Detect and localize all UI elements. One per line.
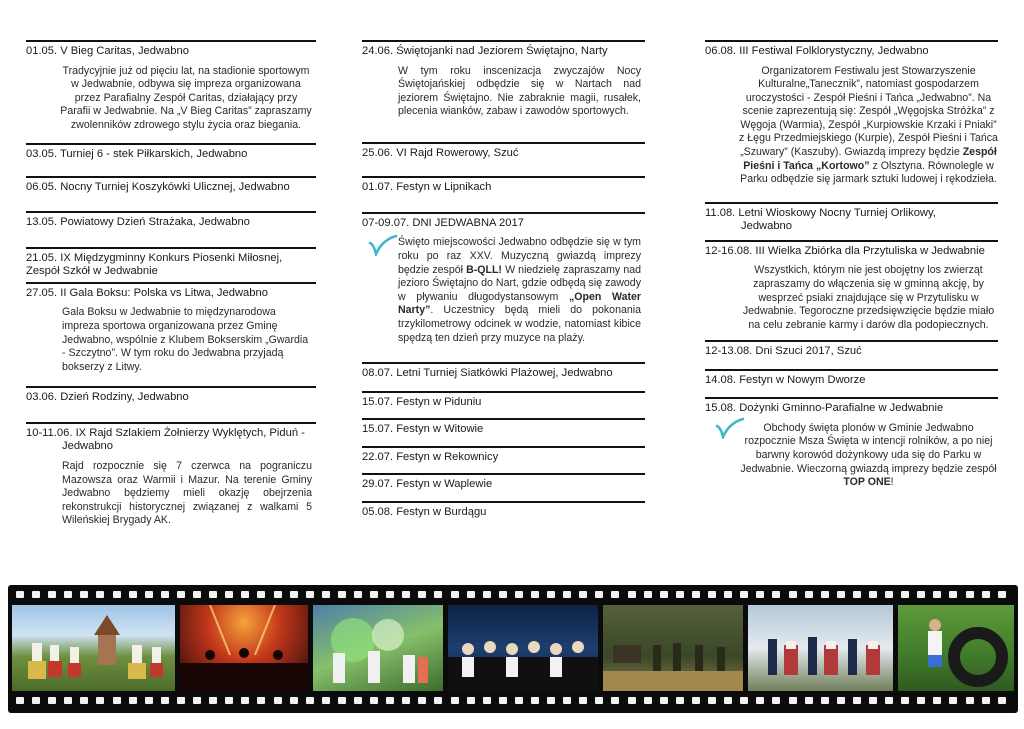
sprocket-hole [821,591,829,598]
sprocket-hole [193,591,201,598]
event-date: 24.06. [362,45,394,57]
sprocket-hole [789,591,797,598]
sprocket-hole [837,697,845,704]
sprocket-hole [998,591,1006,598]
description-text: W niedzielę zapraszamy nad jezioro Świętajno do Nart, gdzie odbędą się zawody w pływaniu długodystansowym [398,263,641,303]
event-date: 12-13.08. [705,345,753,358]
photo-folk-dance-couples [748,605,893,691]
event-title: V Bieg Caritas, Jedwabno [60,45,189,57]
event-heading [705,340,998,361]
sprocket-hole [772,697,780,704]
event-name-highlight: „Open Water Narty” [398,290,642,317]
sprocket-hole [917,697,925,704]
event-date: 03.05. [26,148,58,161]
event-description: Rajd rozpocznie się 7 czerwca na pograniczu Mazowsza oraz Warmii i Mazur. Na terenie Gminy Jedwabno będziemy mieli okazję obejrzenia rekonstrukcji historycznej związanej z walkami 5 Wileńskiej Brygady AK. [62,459,312,527]
event-dzien-strazaka [26,211,316,232]
event-date: 01.05. [26,45,58,57]
event-title: Festyn w Piduniu [396,395,482,408]
event-title: IX Rajd Szlakiem Żołnierzy Wyklętych, Piduń - [75,426,305,439]
sprocket-hole [32,697,40,704]
photo-color-festival [313,605,443,691]
sprocket-hole [434,591,442,598]
event-heading [362,473,645,494]
sprocket-hole [692,591,700,598]
events-column-august [705,40,998,490]
event-heading [705,240,998,261]
sprocket-hole [483,591,491,598]
sprocket-hole [290,591,298,598]
sprocket-hole [515,697,523,704]
event-date: 03.06. [26,391,58,404]
sprocket-hole [966,591,974,598]
sprocket-hole [998,697,1006,704]
event-siatkowka-plazowa [362,362,645,383]
event-zbiorka-przytulisko [705,240,998,332]
event-date: 27.05. [26,286,58,299]
sprocket-hole [628,697,636,704]
description-text: z Olsztyna. Równolegle w Parku odbędzie się jarmark sztuki ludowej i rękodzieła. [740,159,997,186]
sprocket-hole [660,591,668,598]
event-heading [362,176,645,197]
sprocket-hole [32,591,40,598]
event-turniej-koszykowki [26,176,316,197]
event-dni-jedwabna [362,212,645,345]
event-title-continued: Zespół Szkół w Jedwabnie [26,265,158,278]
sprocket-hole [563,591,571,598]
sprocket-hole [451,591,459,598]
sprocket-hole [595,591,603,598]
sprocket-hole [933,591,941,598]
sprocket-hole [982,591,990,598]
event-title-continued: Jedwabno [741,220,793,233]
event-title: DNI JEDWABNA 2017 [412,216,524,229]
event-title: II Gala Boksu: Polska vs Litwa, Jedwabno [60,286,268,299]
event-date: 15.07. [362,423,394,436]
events-column-may-june [26,40,316,528]
event-description [739,65,998,187]
event-festyn-burdag [362,501,645,522]
sprocket-hole [708,697,716,704]
concert-stage-image [180,605,308,691]
sprocket-hole [354,591,362,598]
sprocket-hole [563,697,571,704]
sprocket-hole [145,697,153,704]
sprocket-hole [467,697,475,704]
event-description [398,236,641,345]
event-date: 08.07. [362,367,394,380]
event-date: 05.08. [362,505,394,518]
sprocket-hole [692,697,700,704]
sprocket-hole [499,591,507,598]
sprocket-hole [628,591,636,598]
sprocket-hole [515,591,523,598]
event-title: III Festiwal Folklorystyczny, Jedwabno [739,45,929,57]
sprocket-hole [917,591,925,598]
event-heading [26,282,316,303]
sprocket-hole [708,591,716,598]
band-name: TOP ONE [843,476,891,489]
event-heading [362,391,645,412]
event-heading [705,40,998,61]
sprocket-hole [966,697,974,704]
event-konkurs-piosenki [26,247,316,281]
event-title: VI Rajd Rowerowy, Szuć [396,146,519,159]
sprocket-hole [177,697,185,704]
sprocket-hole [322,591,330,598]
sprocket-hole [257,591,265,598]
event-festyn-witowo [362,418,645,439]
event-date: 06.05. [26,180,58,193]
event-date: 11.08. [705,206,736,219]
event-heading [26,386,316,407]
event-date: 06.08. [705,45,737,57]
sprocket-hole [402,591,410,598]
event-heading [362,40,645,61]
sprocket-hole [547,591,555,598]
sprocket-hole [756,697,764,704]
sprocket-hole [80,591,88,598]
sprocket-hole [161,591,169,598]
sprocket-hole [64,697,72,704]
event-festiwal-folklorystyczny [705,40,998,187]
sprocket-hole [740,591,748,598]
film-sprockets-bottom [16,697,1006,707]
sprocket-hole [306,591,314,598]
sprocket-hole [805,697,813,704]
event-heading [362,212,645,233]
sprocket-hole [821,697,829,704]
event-date: 15.07. [362,395,394,408]
event-date: 21.05. [26,251,58,264]
sprocket-hole [338,591,346,598]
event-date: 01.07. [362,181,394,194]
sprocket-hole [611,591,619,598]
event-title: Letni Wioskowy Nocny Turniej Orlikowy, [738,206,936,219]
tire-race-image [898,605,1014,691]
photo-folk-dancers [12,605,175,691]
sprocket-hole [611,697,619,704]
event-heading [362,501,645,522]
sprocket-hole [386,697,394,704]
event-dozynki [705,397,998,489]
event-heading [26,176,316,197]
event-heading [362,362,645,383]
sprocket-hole [531,697,539,704]
sprocket-hole [418,697,426,704]
sprocket-hole [161,697,169,704]
event-turniej-pilkarski [26,143,316,164]
event-description: Wszystkich, którym nie jest obojętny los zwierząt zapraszamy do włączenia się w gminną akcję, by wesprzeć psiaki znajdujące się w Przytulisku w Jedwabnie. Tegoroczne przedsięwzięcie będzie miało na celu zebranie karmy i darów dla podopiecznych. [742,264,995,331]
sprocket-hole [483,697,491,704]
sprocket-hole [145,591,153,598]
checkmark-icon [715,417,745,439]
event-heading [26,422,316,456]
sprocket-hole [772,591,780,598]
event-heading [26,143,316,164]
event-description: Tradycyjnie już od pięciu lat, na stadionie sportowym w Jedwabnie, odbywa się impreza organizowana przez Parafialny Zespół Caritas, działający przy Parafii w Jedwabnie. Na „V Bieg Caritas” zapraszamy zwolenników zdrowego stylu życia oraz biegania. [60,64,312,131]
event-heading [26,40,316,61]
sprocket-hole [113,591,121,598]
sprocket-hole [241,591,249,598]
description-text: ! [890,476,894,489]
event-date: 25.06. [362,146,394,159]
photo-concert-stage [180,605,308,691]
event-description: Gala Boksu w Jedwabnie to międzynarodowa impreza sportowa organizowana przez Gminę Jedwabno, wspólnie z Klubem Bokserskim „Gwardia - Szczytno”. W tym roku do Jedwabna przyjadą bokserzy z Litwy. [62,306,309,373]
event-title-continued: Jedwabno [62,440,114,453]
event-title: III Wielka Zbiórka dla Przytuliska w Jedwabnie [755,244,985,257]
reenactment-image [603,605,743,691]
description-text: . Uczestnicy będą mieli do pokonania trzykilometrowy odcinek w wodzie, natomiast kibice spędzą ten dzień przy muzyce na plaży. [398,304,641,344]
sprocket-hole [225,591,233,598]
event-date: 13.05. [26,216,58,229]
event-date: 12-16.08. [705,244,753,257]
sprocket-hole [595,697,603,704]
sprocket-hole [225,697,233,704]
photo-film-strip [8,585,1018,713]
sprocket-hole [48,591,56,598]
photo-audience [448,605,598,691]
sprocket-hole [338,697,346,704]
sprocket-hole [451,697,459,704]
star-ensemble-name: Zespół Pieśni i Tańca „Kortowo” [743,146,997,172]
event-turniej-orlikowy [705,202,998,236]
event-date: 22.07. [362,450,394,463]
sprocket-hole [949,591,957,598]
sprocket-hole [949,697,957,704]
sprocket-hole [837,591,845,598]
event-date: 14.08. [705,373,737,386]
sprocket-hole [644,697,652,704]
sprocket-hole [805,591,813,598]
event-description: W tym roku inscenizacja zwyczajów Nocy Świętojańskiej odbędzie się w Nartach nad jeziorem Świętajno. Nie zabraknie magii, rusałek, plecenia wianków, zabaw i zawodów sportowych. [398,64,641,118]
event-festyn-waplewo [362,473,645,494]
event-dni-szuci [705,340,998,361]
photo-tire-race [898,605,1014,691]
sprocket-hole [901,697,909,704]
sprocket-hole [241,697,249,704]
event-title: IX Międzygminny Konkurs Piosenki Miłosnej, [60,251,283,264]
event-dzien-rodziny [26,386,316,407]
sprocket-hole [306,697,314,704]
sprocket-hole [370,591,378,598]
sprocket-hole [724,697,732,704]
event-date: 10-11.06. [26,426,73,439]
event-date: 29.07. [362,478,394,491]
sprocket-hole [885,697,893,704]
event-heading [362,418,645,439]
sprocket-hole [177,591,185,598]
description-text: Organizatorem Festiwalu jest Stowarzyszenie Kulturalne„Tanecznik”, natomiast gospodarzem uroczystości - Zespół Pieśni i Tańca „Jedwabno”. Na scenie zaprezentują się: Zespół „Węgojska Stróżka” z Węgoja (Warmia), Zespół „Kurpiowskie Krzaki i Pniaki” z Łęgu Przedmiejskiego (Kurpie), Zespół Pieśni i Tańca „Szuwary” (Kaszuby). Gwiazdą imprezy będzie [739,64,998,159]
sprocket-hole [96,591,104,598]
event-title: Festyn w Rekownicy [396,450,499,463]
event-title: Festyn w Lipnikach [396,181,492,194]
sprocket-hole [499,697,507,704]
event-festyn-pidun [362,391,645,412]
event-date: 07-09.07. [362,216,410,229]
sprocket-hole [418,591,426,598]
description-text: Święto miejscowości Jedwabno odbędzie się w tym roku po raz XXV. Muzyczną gwiazdą imprezy będzie zespół [398,236,641,276]
event-title: Letni Turniej Siatkówki Plażowej, Jedwabno [396,367,613,380]
sprocket-hole [933,697,941,704]
event-heading [26,247,316,281]
description-text: Obchody święta plonów w Gminie Jedwabno rozpocznie Msza Święta w intencji rolników, a po niej barwny korowód dożynkowy uda się do Parku w Jedwabnie. Wieczorną gwiazdą imprezy będzie zespół [740,421,997,475]
event-title: Dzień Rodziny, Jedwabno [60,391,189,404]
event-heading [26,211,316,232]
folk-dancers-image [12,605,175,691]
sprocket-hole [853,591,861,598]
sprocket-hole [370,697,378,704]
event-festyn-lipniki [362,176,645,197]
event-description [739,422,998,490]
audience-image [448,605,598,691]
event-rajd-rowerowy [362,142,645,163]
sprocket-hole [724,591,732,598]
sprocket-hole [869,591,877,598]
sprocket-hole [80,697,88,704]
sprocket-hole [547,697,555,704]
event-title: Dożynki Gminno-Parafialne w Jedwabnie [739,402,944,415]
sprocket-hole [48,697,56,704]
event-title: Dni Szuci 2017, Szuć [755,345,862,358]
sprocket-hole [209,591,217,598]
sprocket-hole [193,697,201,704]
sprocket-hole [740,697,748,704]
sprocket-hole [789,697,797,704]
sprocket-hole [434,697,442,704]
sprocket-hole [756,591,764,598]
sprocket-hole [113,697,121,704]
event-rajd-zolnierzy [26,422,316,528]
event-heading [705,369,998,390]
sprocket-hole [676,591,684,598]
sprocket-hole [129,591,137,598]
sprocket-hole [96,697,104,704]
sprocket-hole [274,697,282,704]
sprocket-hole [982,697,990,704]
event-festyn-rekownica [362,446,645,467]
folk-dance-couples-image [748,605,893,691]
sprocket-hole [354,697,362,704]
sprocket-hole [16,591,24,598]
event-swietojanki [362,40,645,119]
event-title: Nocny Turniej Koszykówki Ulicznej, Jedwabno [60,180,290,193]
sprocket-hole [531,591,539,598]
sprocket-hole [257,697,265,704]
sprocket-hole [644,591,652,598]
event-title: Turniej 6 - stek Piłkarskich, Jedwabno [60,148,248,161]
sprocket-hole [660,697,668,704]
sprocket-hole [64,591,72,598]
color-festival-image [313,605,443,691]
sprocket-hole [901,591,909,598]
event-bieg-caritas [26,40,316,132]
sprocket-hole [579,697,587,704]
event-title: Festyn w Witowie [396,423,484,436]
sprocket-hole [869,697,877,704]
sprocket-hole [290,697,298,704]
event-heading [705,202,998,236]
sprocket-hole [467,591,475,598]
checkmark-icon [368,234,398,256]
event-title: Festyn w Nowym Dworze [739,373,866,386]
sprocket-hole [885,591,893,598]
sprocket-hole [129,697,137,704]
event-title: Świętojanki nad Jeziorem Świętajno, Narty [396,45,608,57]
sprocket-hole [274,591,282,598]
event-gala-boksu [26,282,316,374]
sprocket-hole [402,697,410,704]
event-heading [705,397,998,418]
photo-reenactment [603,605,743,691]
sprocket-hole [322,697,330,704]
sprocket-hole [676,697,684,704]
event-title: Powiatowy Dzień Strażaka, Jedwabno [60,216,250,229]
film-sprockets-top [16,591,1006,601]
event-title: Festyn w Burdągu [396,505,487,518]
sprocket-hole [579,591,587,598]
events-column-june-august [362,40,645,521]
sprocket-hole [853,697,861,704]
event-heading [362,142,645,163]
event-heading [362,446,645,467]
event-date: 15.08. [705,402,737,415]
event-festyn-nowy-dwor [705,369,998,390]
band-name: B-QLL! [466,263,502,276]
event-title: Festyn w Waplewie [396,478,493,491]
sprocket-hole [209,697,217,704]
sprocket-hole [16,697,24,704]
sprocket-hole [386,591,394,598]
